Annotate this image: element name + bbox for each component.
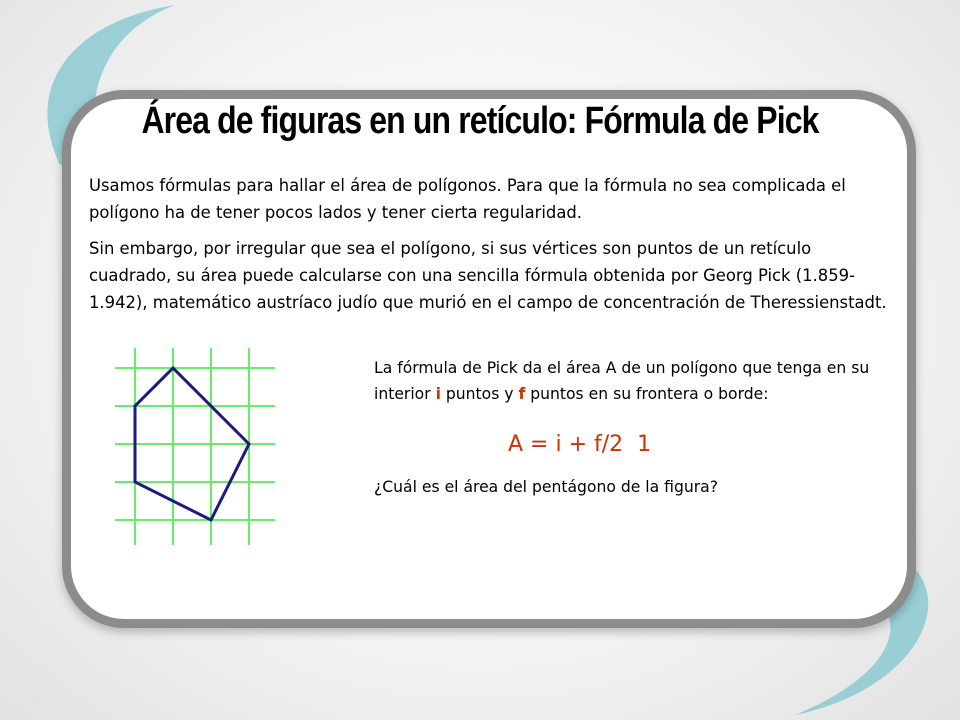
- var-f: f: [518, 385, 526, 403]
- var-i: i: [435, 385, 441, 403]
- page-title: Área de figuras en un retículo: Fórmula de Pick: [141, 100, 819, 142]
- intro-paragraph: Usamos fórmulas para hallar el área de polígonos. Para que la fórmula no sea complicada el polígono ha de tener pocos lados y tener cierta regularidad.: [89, 176, 846, 222]
- question-text: ¿Cuál es el área del pentágono de la figura?: [374, 478, 718, 496]
- explanation-text: [374, 355, 894, 407]
- lattice-pentagon-figure: [115, 348, 280, 548]
- pick-formula: A = i + f/2 1: [508, 432, 652, 457]
- pick-explanation: [374, 355, 894, 407]
- explanation-part2: puntos y: [440, 385, 519, 403]
- explanation-part3: puntos en su frontera o borde:: [525, 385, 769, 403]
- explanation-part1: La fórmula de Pick da el área A de un polígono que tenga en su interior: [374, 359, 870, 403]
- pick-paragraph: Sin embargo, por irregular que sea el polígono, si sus vértices son puntos de un retículo cuadrado, su área puede calcularse con una sencilla fórmula obtenida por Georg Pick (1.859-1.942), matemático austríaco judío que murió en el campo de concentración de Theressienstadt.: [89, 239, 887, 312]
- lattice-grid: [115, 348, 280, 545]
